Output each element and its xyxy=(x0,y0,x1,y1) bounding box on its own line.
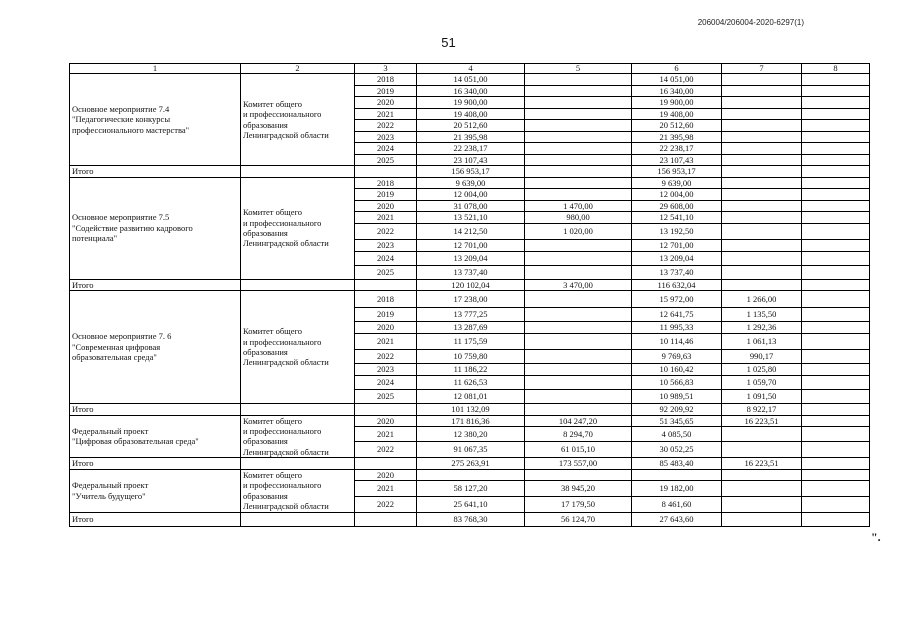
measure-name-line: Федеральный проект xyxy=(72,480,149,491)
executor-line: и профессионального xyxy=(243,217,322,228)
measure-name-cell xyxy=(70,291,241,404)
total-amount-cell xyxy=(722,166,802,178)
measure-name-line: "Современная цифровая xyxy=(72,341,161,352)
total-label-cell: Итого xyxy=(70,513,241,527)
amount-cell: 13 737,40 xyxy=(417,265,525,279)
amount-cell: 10 160,42 xyxy=(632,364,722,376)
amount-cell xyxy=(722,239,802,251)
amount-cell xyxy=(525,85,632,97)
year-cell: 2018 xyxy=(355,177,417,189)
total-amount-cell xyxy=(802,279,870,291)
amount-cell: 15 972,00 xyxy=(632,291,722,308)
year-cell: 2021 xyxy=(355,481,417,497)
executor-line: и профессионального xyxy=(243,425,322,436)
amount-cell xyxy=(802,223,870,239)
amount-cell xyxy=(722,497,802,513)
amount-cell xyxy=(525,322,632,334)
empty-cell xyxy=(241,404,355,416)
amount-cell: 1 091,50 xyxy=(722,390,802,404)
amount-cell xyxy=(802,350,870,364)
amount-cell: 23 107,43 xyxy=(632,154,722,166)
amount-cell: 10 114,46 xyxy=(632,334,722,350)
budget-table xyxy=(69,63,870,527)
year-cell: 2025 xyxy=(355,265,417,279)
amount-cell: 13 521,10 xyxy=(417,212,525,224)
table-row xyxy=(70,291,870,308)
executor-line: образования xyxy=(243,347,288,357)
amount-cell xyxy=(722,85,802,97)
total-amount-cell xyxy=(802,166,870,178)
amount-cell: 11 626,53 xyxy=(417,376,525,390)
total-row xyxy=(70,404,870,416)
total-row xyxy=(70,458,870,470)
amount-cell: 20 512,60 xyxy=(417,120,525,132)
amount-cell xyxy=(722,441,802,457)
amount-cell: 19 900,00 xyxy=(632,97,722,109)
year-cell: 2021 xyxy=(355,108,417,120)
amount-cell xyxy=(525,291,632,308)
amount-cell: 20 512,60 xyxy=(632,120,722,132)
amount-cell xyxy=(525,108,632,120)
amount-cell: 21 395,98 xyxy=(417,131,525,143)
executor-line: Ленинградской области xyxy=(243,129,329,140)
amount-cell: 9 639,00 xyxy=(417,177,525,189)
amount-cell xyxy=(525,469,632,481)
year-cell: 2018 xyxy=(355,74,417,86)
amount-cell xyxy=(802,376,870,390)
executor-line: Комитет общего xyxy=(243,207,303,218)
empty-cell xyxy=(355,513,417,527)
amount-cell: 12 701,00 xyxy=(417,239,525,251)
amount-cell xyxy=(722,154,802,166)
amount-cell: 12 380,20 xyxy=(417,427,525,441)
amount-cell xyxy=(802,334,870,350)
amount-cell: 11 186,22 xyxy=(417,364,525,376)
amount-cell xyxy=(722,108,802,120)
total-amount-cell: 83 768,30 xyxy=(417,513,525,527)
amount-cell: 21 395,98 xyxy=(632,131,722,143)
executor-line: образования xyxy=(243,228,288,238)
year-cell: 2024 xyxy=(355,376,417,390)
measure-name-cell xyxy=(70,415,241,458)
total-amount-cell: 156 953,17 xyxy=(632,166,722,178)
amount-cell xyxy=(802,441,870,457)
amount-cell: 8 294,70 xyxy=(525,427,632,441)
measure-name-cell xyxy=(70,177,241,279)
total-amount-cell xyxy=(722,279,802,291)
amount-cell xyxy=(802,427,870,441)
empty-cell xyxy=(355,458,417,470)
total-amount-cell: 116 632,04 xyxy=(632,279,722,291)
year-cell: 2020 xyxy=(355,200,417,212)
amount-cell: 1 292,36 xyxy=(722,322,802,334)
total-amount-cell: 101 132,09 xyxy=(417,404,525,416)
amount-cell: 8 461,60 xyxy=(632,497,722,513)
amount-cell xyxy=(722,469,802,481)
amount-cell: 4 085,50 xyxy=(632,427,722,441)
year-cell: 2023 xyxy=(355,239,417,251)
year-cell: 2022 xyxy=(355,497,417,513)
total-label-cell: Итого xyxy=(70,279,241,291)
amount-cell: 91 067,35 xyxy=(417,441,525,457)
amount-cell xyxy=(802,131,870,143)
year-cell: 2019 xyxy=(355,189,417,201)
amount-cell xyxy=(722,189,802,201)
amount-cell xyxy=(802,291,870,308)
amount-cell: 17 238,00 xyxy=(417,291,525,308)
table-row xyxy=(70,469,870,481)
total-amount-cell: 173 557,00 xyxy=(525,458,632,470)
year-cell: 2020 xyxy=(355,415,417,427)
amount-cell xyxy=(802,415,870,427)
amount-cell: 16 340,00 xyxy=(632,85,722,97)
amount-cell: 11 175,59 xyxy=(417,334,525,350)
amount-cell xyxy=(802,497,870,513)
year-cell: 2024 xyxy=(355,251,417,265)
amount-cell: 22 238,17 xyxy=(417,143,525,155)
total-amount-cell xyxy=(802,458,870,470)
amount-cell: 12 004,00 xyxy=(417,189,525,201)
executor-line: Комитет общего xyxy=(243,470,303,481)
amount-cell xyxy=(722,177,802,189)
amount-cell xyxy=(802,154,870,166)
amount-cell xyxy=(722,143,802,155)
amount-cell: 19 408,00 xyxy=(632,108,722,120)
executor-line: и профессионального xyxy=(243,109,322,120)
amount-cell xyxy=(802,308,870,322)
executor-line: образования xyxy=(243,490,288,501)
header-col-3: 3 xyxy=(355,64,417,74)
executor-line: и профессионального xyxy=(243,480,322,491)
amount-cell: 12 641,75 xyxy=(632,308,722,322)
amount-cell: 61 015,10 xyxy=(525,441,632,457)
amount-cell: 1 266,00 xyxy=(722,291,802,308)
amount-cell: 19 900,00 xyxy=(417,97,525,109)
amount-cell: 10 566,83 xyxy=(632,376,722,390)
amount-cell xyxy=(802,251,870,265)
amount-cell: 13 192,50 xyxy=(632,223,722,239)
amount-cell xyxy=(525,350,632,364)
year-cell: 2018 xyxy=(355,291,417,308)
amount-cell xyxy=(802,265,870,279)
executor-cell xyxy=(241,415,355,458)
amount-cell xyxy=(802,189,870,201)
measure-name-line: Основное мероприятие 7.4 xyxy=(72,103,170,114)
total-amount-cell: 85 483,40 xyxy=(632,458,722,470)
page-number: 51 xyxy=(441,35,456,50)
amount-cell xyxy=(722,212,802,224)
amount-cell xyxy=(802,108,870,120)
executor-line: Ленинградской области xyxy=(243,238,329,249)
amount-cell: 22 238,17 xyxy=(632,143,722,155)
executor-line: Комитет общего xyxy=(243,326,303,337)
total-amount-cell: 27 643,60 xyxy=(632,513,722,527)
executor-line: образования xyxy=(243,436,288,447)
amount-cell: 16 340,00 xyxy=(417,85,525,97)
year-cell: 2021 xyxy=(355,427,417,441)
amount-cell xyxy=(525,239,632,251)
total-amount-cell: 8 922,17 xyxy=(722,404,802,416)
amount-cell xyxy=(525,334,632,350)
total-amount-cell: 156 953,17 xyxy=(417,166,525,178)
executor-line: образования xyxy=(243,119,288,130)
amount-cell: 30 052,25 xyxy=(632,441,722,457)
amount-cell xyxy=(525,143,632,155)
measure-name-line: Федеральный проект xyxy=(72,425,149,436)
total-label-cell: Итого xyxy=(70,458,241,470)
amount-cell xyxy=(722,223,802,239)
amount-cell: 12 081,01 xyxy=(417,390,525,404)
amount-cell: 10 989,51 xyxy=(632,390,722,404)
amount-cell: 23 107,43 xyxy=(417,154,525,166)
amount-cell xyxy=(722,427,802,441)
measure-name-line: профессионального мастерства" xyxy=(72,124,190,135)
measure-name-cell xyxy=(70,74,241,166)
amount-cell xyxy=(525,131,632,143)
year-cell: 2025 xyxy=(355,390,417,404)
amount-cell: 31 078,00 xyxy=(417,200,525,212)
amount-cell xyxy=(802,390,870,404)
amount-cell xyxy=(722,251,802,265)
amount-cell: 1 059,70 xyxy=(722,376,802,390)
total-amount-cell xyxy=(722,513,802,527)
amount-cell xyxy=(722,97,802,109)
year-cell: 2019 xyxy=(355,308,417,322)
executor-cell xyxy=(241,469,355,513)
total-label-cell: Итого xyxy=(70,404,241,416)
table-row xyxy=(70,177,870,189)
amount-cell xyxy=(525,251,632,265)
total-amount-cell xyxy=(525,166,632,178)
amount-cell xyxy=(802,177,870,189)
measure-name-line: "Учитель будущего" xyxy=(72,490,146,501)
amount-cell xyxy=(525,390,632,404)
table-row xyxy=(70,74,870,86)
total-label-cell: Итого xyxy=(70,166,241,178)
amount-cell xyxy=(722,200,802,212)
amount-cell xyxy=(525,120,632,132)
amount-cell xyxy=(525,189,632,201)
header-col-5: 5 xyxy=(525,64,632,74)
amount-cell xyxy=(802,364,870,376)
executor-line: Ленинградской области xyxy=(243,501,329,512)
measure-name-line: Основное мероприятие 7.5 xyxy=(72,212,170,223)
header-col-2: 2 xyxy=(241,64,355,74)
year-cell: 2022 xyxy=(355,350,417,364)
amount-cell: 1 020,00 xyxy=(525,223,632,239)
amount-cell: 16 223,51 xyxy=(722,415,802,427)
empty-cell xyxy=(355,404,417,416)
amount-cell: 13 209,04 xyxy=(632,251,722,265)
executor-cell xyxy=(241,291,355,404)
amount-cell xyxy=(632,469,722,481)
amount-cell xyxy=(722,481,802,497)
year-cell: 2023 xyxy=(355,364,417,376)
amount-cell xyxy=(722,120,802,132)
header-col-6: 6 xyxy=(632,64,722,74)
year-cell: 2022 xyxy=(355,441,417,457)
amount-cell: 14 051,00 xyxy=(632,74,722,86)
year-cell: 2021 xyxy=(355,212,417,224)
total-row xyxy=(70,279,870,291)
year-cell: 2022 xyxy=(355,223,417,239)
amount-cell xyxy=(802,469,870,481)
header-row xyxy=(70,64,870,74)
executor-line: Комитет общего xyxy=(243,415,303,426)
amount-cell: 14 212,50 xyxy=(417,223,525,239)
amount-cell: 12 541,10 xyxy=(632,212,722,224)
amount-cell xyxy=(525,376,632,390)
amount-cell: 1 061,13 xyxy=(722,334,802,350)
year-cell: 2022 xyxy=(355,120,417,132)
measure-name-line: образовательная среда" xyxy=(72,352,157,363)
amount-cell xyxy=(802,143,870,155)
total-amount-cell xyxy=(525,404,632,416)
amount-cell: 980,00 xyxy=(525,212,632,224)
total-amount-cell xyxy=(802,404,870,416)
header-col-7: 7 xyxy=(722,64,802,74)
amount-cell xyxy=(802,97,870,109)
empty-cell xyxy=(355,279,417,291)
amount-cell: 9 769,63 xyxy=(632,350,722,364)
executor-line: и профессионального xyxy=(243,336,322,347)
total-amount-cell: 92 209,92 xyxy=(632,404,722,416)
total-amount-cell: 3 470,00 xyxy=(525,279,632,291)
measure-name-line: потенциала" xyxy=(72,233,118,244)
amount-cell xyxy=(802,481,870,497)
executor-cell xyxy=(241,74,355,166)
total-row xyxy=(70,166,870,178)
amount-cell: 104 247,20 xyxy=(525,415,632,427)
header-col-4: 4 xyxy=(417,64,525,74)
year-cell: 2021 xyxy=(355,334,417,350)
amount-cell xyxy=(525,265,632,279)
total-amount-cell: 275 263,91 xyxy=(417,458,525,470)
amount-cell xyxy=(802,85,870,97)
amount-cell xyxy=(525,364,632,376)
amount-cell: 13 209,04 xyxy=(417,251,525,265)
amount-cell xyxy=(525,97,632,109)
amount-cell xyxy=(525,154,632,166)
empty-cell xyxy=(241,166,355,178)
table-row xyxy=(70,415,870,427)
amount-cell: 29 608,00 xyxy=(632,200,722,212)
amount-cell: 13 287,69 xyxy=(417,322,525,334)
executor-line: Комитет общего xyxy=(243,98,303,109)
amount-cell: 9 639,00 xyxy=(632,177,722,189)
total-amount-cell: 120 102,04 xyxy=(417,279,525,291)
document-id: 206004/206004-2020-6297(1) xyxy=(697,18,804,27)
empty-cell xyxy=(355,166,417,178)
measure-name-cell xyxy=(70,469,241,513)
empty-cell xyxy=(241,458,355,470)
amount-cell: 12 701,00 xyxy=(632,239,722,251)
amount-cell xyxy=(802,74,870,86)
amount-cell: 58 127,20 xyxy=(417,481,525,497)
amount-cell xyxy=(525,74,632,86)
executor-cell xyxy=(241,177,355,279)
amount-cell xyxy=(722,265,802,279)
amount-cell xyxy=(802,200,870,212)
amount-cell xyxy=(525,177,632,189)
closing-quote-mark: ". xyxy=(871,530,881,544)
amount-cell: 1 470,00 xyxy=(525,200,632,212)
header-col-1: 1 xyxy=(70,64,241,74)
amount-cell: 14 051,00 xyxy=(417,74,525,86)
amount-cell: 1 025,80 xyxy=(722,364,802,376)
header-col-8: 8 xyxy=(802,64,870,74)
year-cell: 2023 xyxy=(355,131,417,143)
amount-cell xyxy=(802,212,870,224)
amount-cell: 38 945,20 xyxy=(525,481,632,497)
amount-cell xyxy=(525,308,632,322)
executor-line: Ленинградской области xyxy=(243,446,329,457)
empty-cell xyxy=(241,279,355,291)
year-cell: 2019 xyxy=(355,85,417,97)
year-cell: 2025 xyxy=(355,154,417,166)
amount-cell: 11 995,33 xyxy=(632,322,722,334)
amount-cell: 13 737,40 xyxy=(632,265,722,279)
empty-cell xyxy=(241,513,355,527)
amount-cell xyxy=(417,469,525,481)
total-amount-cell xyxy=(802,513,870,527)
amount-cell: 19 182,00 xyxy=(632,481,722,497)
year-cell: 2024 xyxy=(355,143,417,155)
amount-cell xyxy=(722,131,802,143)
total-row xyxy=(70,513,870,527)
executor-line: Ленинградской области xyxy=(243,357,329,368)
amount-cell xyxy=(802,322,870,334)
amount-cell xyxy=(802,120,870,132)
year-cell: 2020 xyxy=(355,97,417,109)
total-amount-cell: 56 124,70 xyxy=(525,513,632,527)
amount-cell: 990,17 xyxy=(722,350,802,364)
year-cell: 2020 xyxy=(355,322,417,334)
amount-cell: 17 179,50 xyxy=(525,497,632,513)
measure-name-line: "Содействие развитию кадрового xyxy=(72,222,193,233)
total-amount-cell: 16 223,51 xyxy=(722,458,802,470)
amount-cell: 25 641,10 xyxy=(417,497,525,513)
amount-cell: 51 345,65 xyxy=(632,415,722,427)
amount-cell: 10 759,80 xyxy=(417,350,525,364)
amount-cell: 12 004,00 xyxy=(632,189,722,201)
amount-cell: 19 408,00 xyxy=(417,108,525,120)
amount-cell: 1 135,50 xyxy=(722,308,802,322)
year-cell: 2020 xyxy=(355,469,417,481)
amount-cell xyxy=(802,239,870,251)
amount-cell: 13 777,25 xyxy=(417,308,525,322)
amount-cell xyxy=(722,74,802,86)
measure-name-line: "Педагогические конкурсы xyxy=(72,114,171,125)
amount-cell: 171 816,36 xyxy=(417,415,525,427)
measure-name-line: Основное мероприятие 7. 6 xyxy=(72,331,172,342)
measure-name-line: "Цифровая образовательная среда" xyxy=(72,436,199,447)
